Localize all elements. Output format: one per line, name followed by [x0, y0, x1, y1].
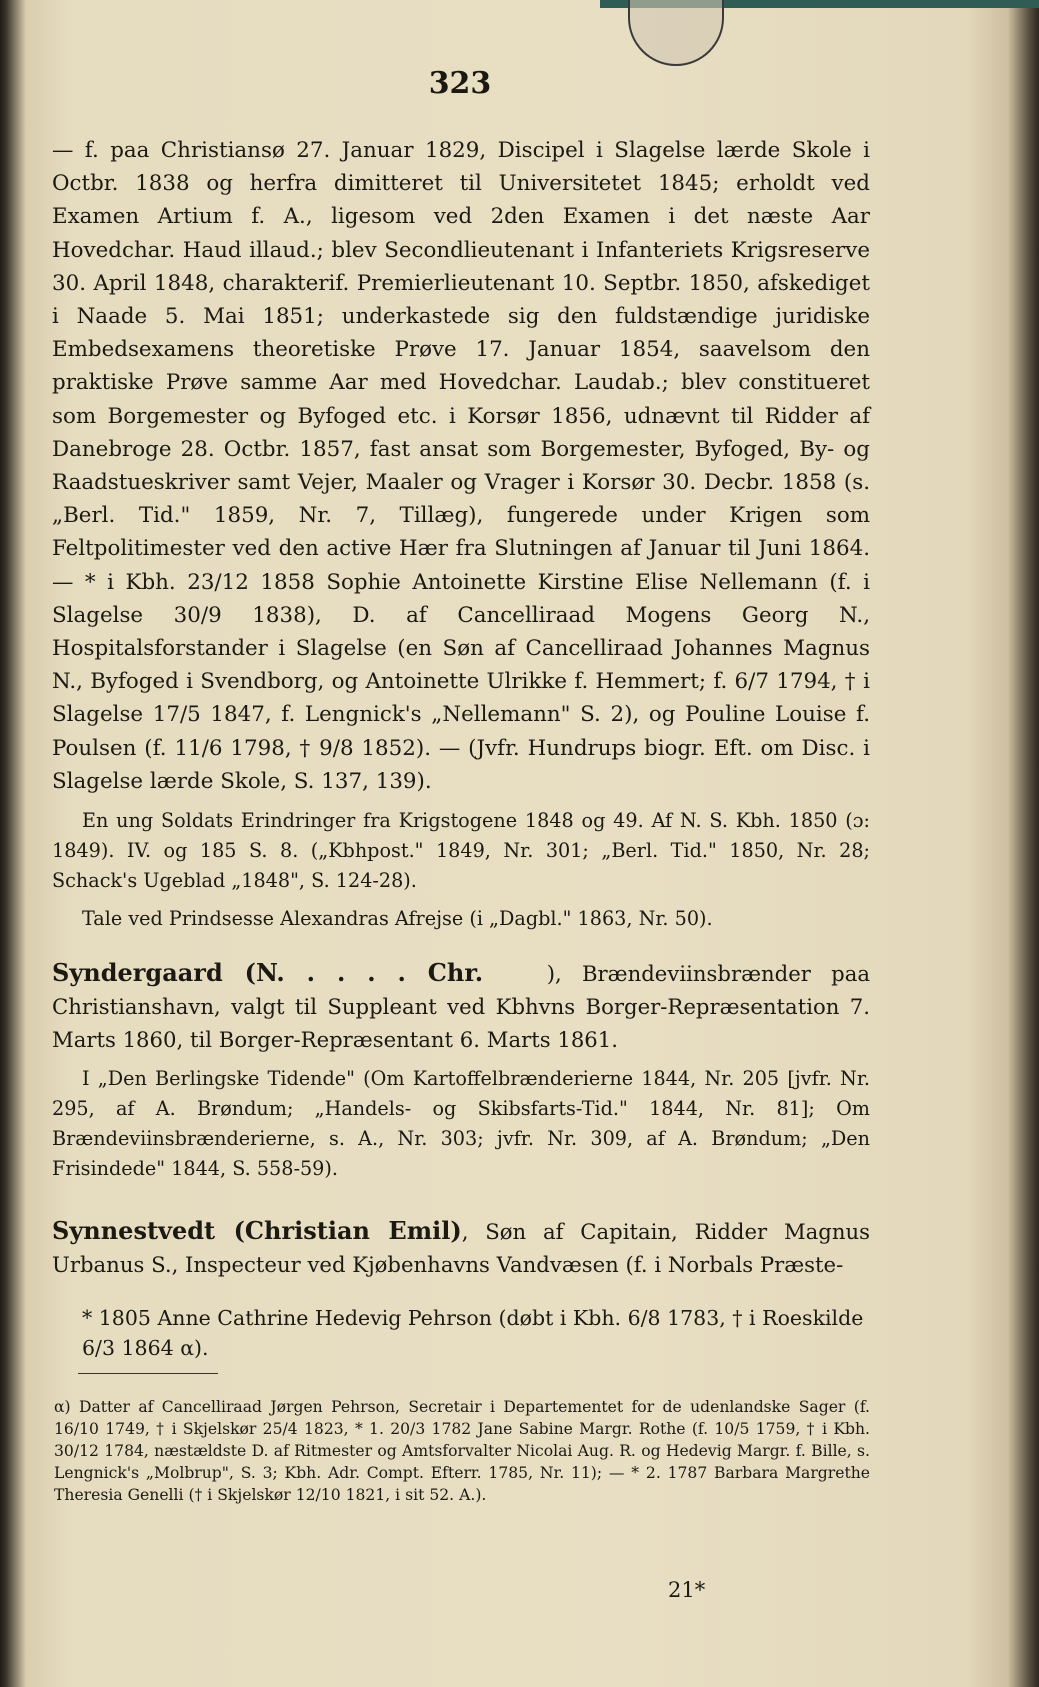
margin-marks: [6, 130, 16, 1530]
entry-continuation: — f. paa Christiansø 27. Januar 1829, Discipel i Slagelse lærde Skole i Octbr. 1838 og herfra dimitteret til Universitetet 1845; erholdt ved Examen Artium f. A., ligesom ved 2den Examen i det næste Aar Hovedchar. Haud illaud.; blev Secondlieutenant i Infanteriets Krigsreserve 30. April 1848, charakterif. Premierlieutenant 10. Septbr. 1850, afskediget i Naade 5. Mai 1851; underkastede sig den fuldstændige juridiske Embedsexamens theoretiske Prøve 17. Januar 1854, saavelsom den praktiske Prøve samme Aar med Hovedchar. Laudab.; blev constitueret som Borgemester og Byfoged etc. i Korsør 1856, udnævnt til Ridder af Danebroge 28. Octbr. 1857, fast ansat som Borgemester, Byfoged, By- og Raadstueskriver samt Vejer, Maaler og Vrager i Korsør 30. Decbr. 1858 (s. „Berl. Tid." 1859, Nr. 7, Tillæg), fungerede under Krigen som Feltpolitimester ved den active Hær fra Slutningen af Januar til Juni 1864. — * i Kbh. 23/12 1858 Sophie Antoinette Kirstine Elise Nellemann (f. i Slagelse 30/9 1838), D. af Cancelliraad Mogens Georg N., Hospitalsforstander i Slagelse (en Søn af Cancelliraad Johannes Magnus N., Byfoged i Svendborg, og Antoinette Ulrikke f. Hemmert; f. 6/7 1794, † i Slagelse 17/5 1847, f. Lengnick's „Nellemann" S. 2), og Pouline Louise f. Poulsen (f. 11/6 1798, † 9/8 1852). — (Jvfr. Hundrups biogr. Eft. om Disc. i Slagelse lærde Skole, S. 137, 139).: [52, 138, 870, 794]
bibliography-reference: Tale ved Prindsesse Alexandras Afrejse (i „Dagbl." 1863, Nr. 50).: [82, 907, 713, 931]
main-text: [52, 134, 870, 1506]
entry-synnestvedt: [52, 1214, 870, 1281]
footnote-alpha: α) Datter af Cancelliraad Jørgen Pehrson, Secretair i Departementet for de udenlandske Sager (f. 16/10 1749, † i Skjelskør 25/4 1823, * 1. 20/3 1782 Jane Sabine Margr. Rothe (f. 10/5 1759, † i Kbh. 30/12 1784, næstældste D. af Ritmester og Amtsforvalter Nicolai Aug. R. og Hedevig Margr. f. Bille, s. Lengnick's „Molbrup", S. 3; Kbh. Adr. Compt. Efterr. 1785, Nr. 11); — * 2. 1787 Barbara Margrethe Theresia Genelli († i Skjelskør 12/10 1821, i sit 52. A.).: [54, 1398, 870, 1505]
bibliography-reference: En ung Soldats Erindringer fra Krigstogene 1848 og 49. Af N. S. Kbh. 1850 (ɔ: 1849). IV. og 185 S. 8. („Kbhpost." 1849, Nr. 301; „Berl. Tid." 1850, Nr. 28; Schack's Ugeblad „1848", S. 124-28).: [52, 809, 870, 893]
page-number: 323: [428, 66, 492, 101]
bibliography-reference: I „Den Berlingske Tidende" (Om Kartoffelbrænderierne 1844, Nr. 205 [jvfr. Nr. 295, af A. Brøndum; „Handels- og Skibsfarts-Tid." 1844, Nr. 81]; Om Brændeviinsbrænderierne, s. A., Nr. 303; jvfr. Nr. 309, af A. Brøndum; „Den Frisindede" 1844, S. 558-59).: [52, 1067, 870, 1181]
entry-body: , Søn af Capitain, Ridder Magnus Urbanus S., Inspecteur ved Kjøbenhavns Vandvæsen (f. i Norbals Præste-: [52, 1219, 870, 1278]
entry-syndergaard: [52, 956, 870, 1056]
entry-body: ), Brændeviinsbrænder paa Christianshavn, valgt til Suppleant ved Kbhvns Borger-Repræsentation 7. Marts 1860, til Borger-Repræsentant 6. Marts 1861.: [52, 961, 870, 1053]
headword: Synnestvedt (Christian Emil): [52, 1216, 462, 1246]
headword: Syndergaard (N. . . . . Chr.: [52, 958, 484, 988]
bookmark-ribbon-icon: [628, 0, 724, 66]
printer-signature: 21*: [668, 1578, 706, 1602]
footnote-star: * 1805 Anne Cathrine Hedevig Pehrson (døbt i Kbh. 6/8 1783, † i Roeskilde 6/3 1864 α).: [82, 1306, 864, 1361]
